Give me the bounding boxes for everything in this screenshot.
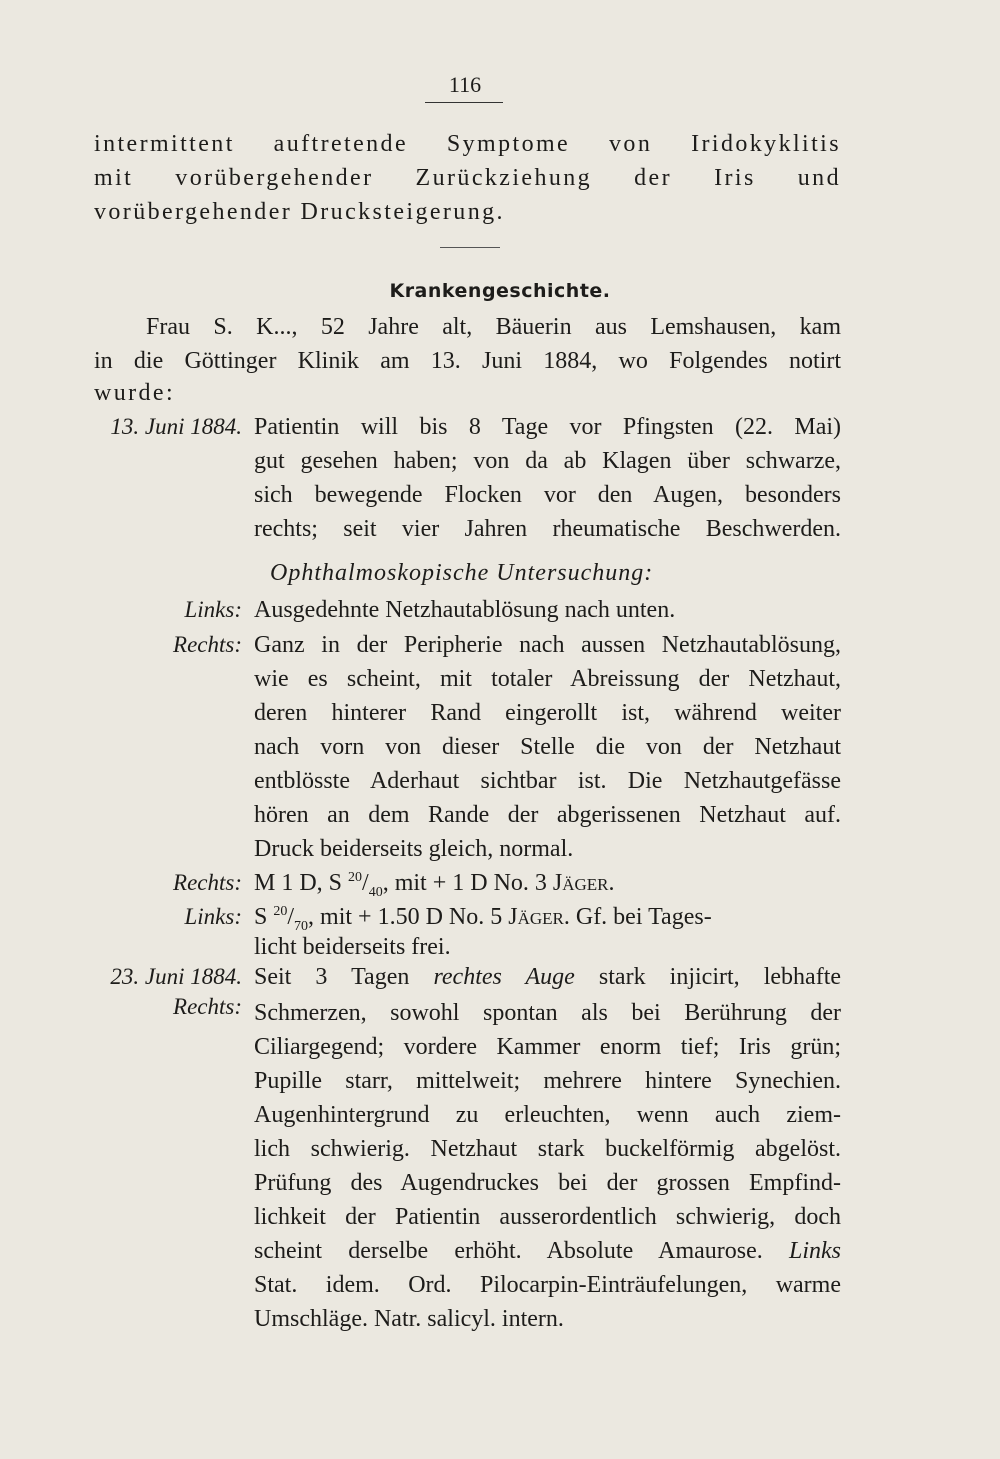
left-vision-author: Jäger. — [508, 904, 570, 930]
entry2-line-9-pre: scheint derselbe erhöht. Absolute Amaurose. — [254, 1238, 789, 1264]
entry2-line-8: lichkeit der Patientin ausserordentlich schwierig, doch — [254, 1204, 841, 1230]
intro-line-1: intermittent auftretende Symptome von Iridokyklitis — [94, 131, 841, 157]
right-vision-line: M 1 D, S $^{20}/_{40}$, mit + 1 D No. 3 Jäger. — [254, 870, 615, 900]
right-eye-line-6: hören an dem Rande der abgerissenen Netzhaut auf. — [254, 802, 841, 828]
left-vision-numerator: 20 — [273, 904, 288, 919]
page-number-rule — [425, 102, 503, 103]
right-vision-label: Rechts: — [173, 870, 242, 895]
right-eye-line-7: Druck beiderseits gleich, normal. — [254, 836, 574, 862]
entry2-line-1-post: stark injicirt, lebhafte — [574, 964, 842, 990]
section-divider — [440, 247, 500, 248]
right-eye-line-4: nach vorn von dieser Stelle die von der Netzhaut — [254, 734, 841, 760]
entry2-line-11: Umschläge. Natr. salicyl. intern. — [254, 1306, 564, 1332]
entry-line-1: Patientin will bis 8 Tage vor Pfingsten (22. Mai) — [254, 414, 841, 440]
entry2-line-5: Augenhintergrund zu erleuchten, wenn auch ziem- — [254, 1102, 841, 1128]
entry2-line-3: Ciliargegend; vordere Kammer enorm tief; Iris grün; — [254, 1034, 841, 1060]
left-vision-label: Links: — [184, 904, 242, 929]
page-number: 116 — [448, 72, 482, 97]
intro-line-2: mit vorübergehender Zurückziehung der Iris und — [94, 165, 841, 191]
right-eye-line-2: wie es scheint, mit totaler Abreissung der Netzhaut, — [254, 666, 841, 692]
entry2-line-10: Stat. idem. Ord. Pilocarpin-Einträufelungen, warme — [254, 1272, 841, 1298]
right-eye-label: Rechts: — [173, 632, 242, 657]
left-vision-tail: Gf. bei Tages- — [569, 904, 712, 930]
right-eye-line-3: deren hinterer Rand eingerollt ist, während weiter — [254, 700, 841, 726]
right-eye-line-5: entblösste Aderhaut sichtbar ist. Die Netzhautgefässe — [254, 768, 841, 794]
ophthalmoscopy-heading: Ophthalmoskopische Untersuchung: — [270, 560, 654, 586]
entry-line-4: rechts; seit vier Jahren rheumatische Beschwerden. — [254, 516, 841, 542]
case-intro-line-1: Frau S. K..., 52 Jahre alt, Bäuerin aus Lemshausen, kam — [146, 314, 841, 340]
right-eye-line-1: Ganz in der Peripherie nach aussen Netzhautablösung, — [254, 632, 841, 658]
entry2-date-label: 23. Juni 1884. — [110, 964, 242, 989]
entry2-line-4: Pupille starr, mittelweit; mehrere hintere Synechien. — [254, 1068, 841, 1094]
case-intro-line-2: in die Göttinger Klinik am 13. Juni 1884, wo Folgendes notirt — [94, 348, 841, 374]
left-vision-line: S $^{20}/_{70}$, mit + 1.50 D No. 5 Jäger. Gf. bei Tages- — [254, 904, 712, 934]
left-eye-finding: Ausgedehnte Netzhautablösung nach unten. — [254, 597, 676, 623]
section-heading: Krankengeschichte. — [389, 280, 611, 302]
entry-line-2: gut gesehen haben; von da ab Klagen über schwarze, — [254, 448, 841, 474]
entry-date-label: 13. Juni 1884. — [110, 414, 242, 439]
left-vision-post: , mit + 1.50 D No. 5 — [308, 904, 509, 930]
left-vision-line-2: licht beiderseits frei. — [254, 934, 451, 960]
left-eye-label: Links: — [184, 597, 242, 622]
case-intro-line-3: wurde: — [94, 380, 176, 406]
right-vision-author: Jäger. — [552, 870, 615, 896]
entry2-line-7: Prüfung des Augendruckes bei der grossen Empfind- — [254, 1170, 841, 1196]
right-vision-pre: M 1 D, S — [254, 870, 349, 896]
right-vision-numerator: 20 — [348, 870, 363, 885]
left-vision-pre: S — [254, 904, 274, 930]
entry2-line-1-italic: rechtes Auge — [433, 964, 575, 990]
intro-line-3: vorübergehender Drucksteigerung. — [94, 199, 505, 225]
entry2-line-6: lich schwierig. Netzhaut stark buckelförmig abgelöst. — [254, 1136, 841, 1162]
entry2-right-label: Rechts: — [173, 994, 242, 1019]
entry2-line-1 — [254, 962, 841, 992]
entry2-line-9-italic: Links — [788, 1238, 841, 1264]
entry-line-3: sich bewegende Flocken vor den Augen, besonders — [254, 482, 841, 508]
entry2-line-1-pre: Seit 3 Tagen — [254, 964, 434, 990]
right-vision-denominator: 40 — [368, 884, 383, 900]
entry2-line-2: Schmerzen, sowohl spontan als bei Berührung der — [254, 1000, 841, 1026]
left-vision-denominator: 70 — [294, 918, 309, 934]
entry2-line-9 — [254, 1236, 841, 1266]
right-vision-post: , mit + 1 D No. 3 — [382, 870, 553, 896]
